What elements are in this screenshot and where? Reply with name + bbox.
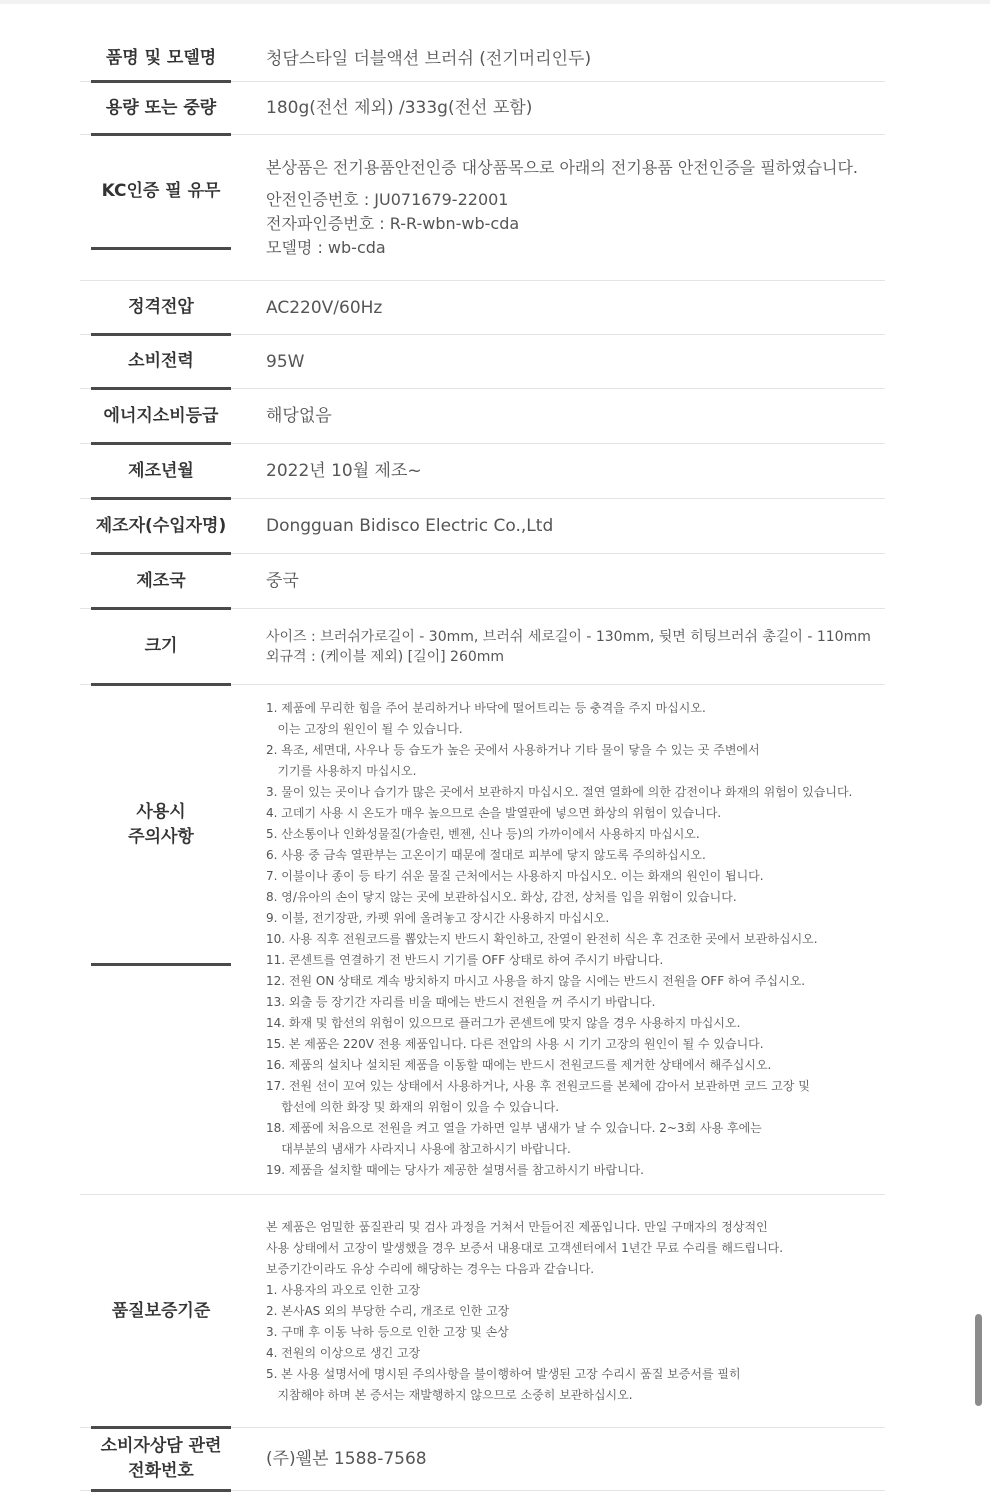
row-kc-certification: [80, 135, 885, 281]
warranty-line: 보증기간이라도 유상 수리에 해당하는 경우는 다음과 같습니다.: [266, 1261, 595, 1276]
row-manufacturer: [80, 499, 885, 554]
row-size: [80, 609, 885, 685]
caution-item: 6. 사용 중 금속 열판부는 고온이기 때문에 절대로 피부에 닿지 않도록 주의하십시오.: [266, 848, 706, 862]
row-value: 해당없음: [266, 406, 332, 426]
kc-intro-text: 본상품은 전기용품안전인증 대상품목으로 아래의 전기용품 안전인증을 필하였습니다.: [266, 157, 859, 177]
caution-item: 합선에 의한 화장 및 화재의 위험이 있을 수 있습니다.: [266, 1100, 560, 1114]
caution-item: 기기를 사용하지 마십시오.: [266, 764, 417, 778]
caution-item: 이는 고장의 원인이 될 수 있습니다.: [266, 722, 463, 736]
caution-item: 15. 본 제품은 220V 전용 제품입니다. 다른 전압의 사용 시 기기 고장의 원인이 될 수 있습니다.: [266, 1037, 764, 1051]
row-label: 품명 및 모델명: [105, 48, 217, 68]
warranty-line: 사용 상태에서 고장이 발생했을 경우 보증서 내용대로 고객센터에서 1년간 무료 수리를 해드립니다.: [266, 1240, 784, 1255]
caution-item: 17. 전원 선이 꼬여 있는 상태에서 사용하거나, 사용 후 전원코드를 본체에 감아서 보관하면 코드 고장 및: [266, 1079, 810, 1093]
caution-item: 1. 제품에 무리한 힘을 주어 분리하거나 바닥에 떨어트리는 등 충격을 주지 마십시오.: [266, 701, 706, 715]
row-value: [266, 609, 885, 684]
warranty-line: 2. 본사AS 외의 부당한 수리, 개조로 인한 고장: [266, 1303, 510, 1318]
caution-item: 10. 사용 직후 전원코드를 뽑았는지 반드시 확인하고, 잔열이 완전히 식은 후 건조한 곳에서 보관하십시오.: [266, 932, 818, 946]
row-label: 소비자상담 관련 전화번호: [100, 1436, 222, 1481]
row-energy-grade: [80, 389, 885, 444]
product-info-table: [80, 36, 885, 1491]
row-value: Dongguan Bidisco Electric Co.,Ltd: [266, 516, 554, 536]
row-label: 정격전압: [128, 297, 194, 317]
caution-item: 대부분의 냄새가 사라지니 사용에 참고하시기 바랍니다.: [266, 1142, 571, 1156]
row-label: 소비전력: [128, 351, 194, 371]
top-divider: [0, 0, 990, 4]
row-value: 2022년 10월 제조~: [266, 461, 422, 481]
caution-item: 9. 이불, 전기장판, 카펫 위에 올려놓고 장시간 사용하지 마십시오.: [266, 911, 610, 925]
warranty-line: 4. 전원의 이상으로 생긴 고장: [266, 1345, 421, 1360]
row-value: 95W: [266, 351, 305, 372]
caution-item: 12. 전원 ON 상태로 계속 방치하지 마시고 사용을 하지 않을 시에는 반드시 전원을 OFF 하여 주십시오.: [266, 974, 806, 988]
row-usage-cautions: [80, 685, 885, 1195]
warranty-line: 5. 본 사용 설명서에 명시된 주의사항을 불이행하여 발생된 고장 수리시 품질 보증서를 필히: [266, 1366, 741, 1381]
row-label: 크기: [144, 636, 178, 656]
size-brush-dimensions: 사이즈 : 브러쉬가로길이 - 30mm, 브러쉬 세로길이 - 130mm, 뒷면 히팅브러쉬 총길이 - 110mm: [266, 628, 871, 645]
row-value: [266, 135, 885, 280]
row-value: 중국: [266, 571, 299, 591]
row-consumer-contact: [80, 1428, 885, 1491]
row-label: 제조년월: [128, 460, 194, 481]
row-quality-warranty: [80, 1195, 885, 1428]
caution-item: 18. 제품에 처음으로 전원을 켜고 열을 가하면 일부 냄새가 날 수 있습니다. 2~3회 사용 후에는: [266, 1121, 762, 1135]
kc-model-name: 모델명 : wb-cda: [266, 237, 386, 257]
caution-item: 19. 제품을 설치할 때에는 당사가 제공한 설명서를 참고하시기 바랍니다.: [266, 1163, 644, 1177]
row-weight: [80, 82, 885, 135]
row-label: 에너지소비등급: [103, 405, 219, 426]
warranty-line: 본 제품은 엄밀한 품질관리 및 검사 과정을 거쳐서 만들어진 제품입니다. 만일 구매자의 정상적인: [266, 1219, 768, 1234]
caution-item: 14. 화재 및 합선의 위험이 있으므로 플러그가 콘센트에 맞지 않을 경우 사용하지 마십시오.: [266, 1016, 741, 1030]
caution-item: 8. 영/유아의 손이 닿지 않는 곳에 보관하십시오. 화상, 감전, 상처를 입을 위험이 있습니다.: [266, 890, 737, 904]
caution-list: [266, 685, 885, 1194]
warranty-line: 지참해야 하며 본 증서는 재발행하지 않으므로 소중히 보관하십시오.: [266, 1387, 633, 1402]
row-manufacture-date: [80, 444, 885, 499]
row-country: [80, 554, 885, 609]
warranty-text: [266, 1195, 885, 1427]
size-outer-dimensions: 외규격 : (케이블 제외) [길이] 260mm: [266, 648, 505, 665]
kc-emc-number: 전자파인증번호 : R-R-wbn-wb-cda: [266, 213, 520, 233]
row-value: AC220V/60Hz: [266, 297, 383, 318]
row-label: 사용시 주의사항: [128, 801, 194, 847]
caution-item: 11. 콘센트를 연결하기 전 반드시 기기를 OFF 상태로 하여 주시기 바랍니다.: [266, 953, 664, 967]
row-label: 용량 또는 중량: [105, 97, 217, 118]
row-power-consumption: [80, 335, 885, 389]
caution-item: 5. 산소통이나 인화성물질(가솔린, 벤젠, 신나 등)의 가까이에서 사용하지 마십시오.: [266, 827, 700, 841]
caution-item: 16. 제품의 설치나 설치된 제품을 이동할 때에는 반드시 전원코드를 제거한 상태에서 해주십시오.: [266, 1058, 772, 1072]
row-product-name: [80, 36, 885, 82]
contact-phone: (주)웰본 1588-7568: [266, 1449, 427, 1469]
caution-item: 7. 이불이나 종이 등 타기 쉬운 물질 근처에서는 사용하지 마십시오. 이는 화재의 원인이 됩니다.: [266, 869, 764, 883]
row-label: 제조국: [136, 570, 186, 591]
row-rated-voltage: [80, 281, 885, 335]
caution-item: 3. 물이 있는 곳이나 습기가 많은 곳에서 보관하지 마십시오. 절연 열화에 의한 감전이나 화재의 위험이 있습니다.: [266, 785, 853, 799]
caution-item: 13. 외출 등 장기간 자리를 비울 때에는 반드시 전원을 꺼 주시기 바랍니다.: [266, 995, 656, 1009]
warranty-line: 1. 사용자의 과오로 인한 고장: [266, 1282, 421, 1297]
row-label: KC인증 필 유무: [101, 181, 221, 201]
caution-item: 4. 고데기 사용 시 온도가 매우 높으므로 손을 발열판에 넣으면 화상의 위험이 있습니다.: [266, 806, 722, 820]
warranty-line: 3. 구매 후 이동 낙하 등으로 인한 고장 및 손상: [266, 1324, 509, 1339]
kc-safety-number: 안전인증번호 : JU071679-22001: [266, 189, 509, 209]
row-label: 품질보증기준: [111, 1300, 211, 1321]
row-label: 제조자(수입자명): [95, 515, 227, 536]
scrollbar-thumb[interactable]: [975, 1314, 982, 1406]
row-value: 청담스타일 더블액션 브러쉬 (전기머리인두): [266, 48, 592, 69]
row-value: 180g(전선 제외) /333g(전선 포함): [266, 98, 533, 118]
caution-item: 2. 욕조, 세면대, 사우나 등 습도가 높은 곳에서 사용하거나 기타 물이 닿을 수 있는 곳 주변에서: [266, 743, 760, 757]
